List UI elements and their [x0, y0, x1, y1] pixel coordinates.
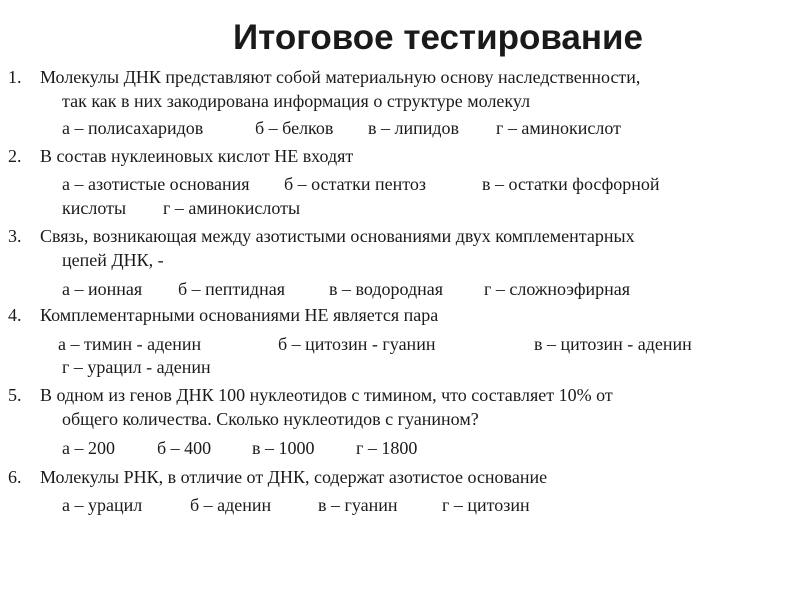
answer-option-v[interactable]: в – цитозин - аденин [534, 334, 692, 354]
answer-option-b[interactable]: б – остатки пентоз [284, 174, 426, 194]
answer-option-v[interactable]: в – гуанин [318, 495, 398, 515]
answer-option-v[interactable]: в – остатки фосфорной [482, 174, 660, 194]
page-title: Итоговое тестирование [232, 18, 643, 57]
answer-option-g[interactable]: г – аминокислот [496, 118, 622, 138]
question-number: 2. [8, 146, 22, 166]
question-number: 1. [8, 67, 22, 87]
answer-option-b[interactable]: б – 400 [157, 438, 212, 458]
question-number: 4. [8, 305, 22, 325]
question-text: Молекулы ДНК представляют собой материальную основу наследственности, [40, 67, 641, 87]
question-text-continued: общего количества. Сколько нуклеотидов с гуанином? [62, 409, 479, 429]
answer-option-g[interactable]: г – цитозин [442, 495, 530, 515]
answer-option-g[interactable]: г – урацил - аденин [62, 357, 211, 377]
question-text: В состав нуклеиновых кислот НЕ входят [40, 146, 354, 166]
answer-option-v[interactable]: в – липидов [368, 118, 460, 138]
answer-option-b[interactable]: б – аденин [190, 495, 272, 515]
answer-option-a[interactable]: а – тимин - аденин [58, 334, 202, 354]
question-text: В одном из генов ДНК 100 нуклеотидов с тимином, что составляет 10% от [40, 385, 613, 405]
question-text: Молекулы РНК, в отличие от ДНК, содержат азотистое основание [40, 467, 548, 487]
question-text: Связь, возникающая между азотистыми основаниями двух комплементарных [40, 226, 635, 246]
question-text: Комплементарными основаниями НЕ является пара [40, 305, 439, 325]
answer-option-g[interactable]: г – сложноэфирная [484, 279, 631, 299]
answer-option-a[interactable]: а – ионная [62, 279, 143, 299]
answer-option-b[interactable]: б – белков [255, 118, 334, 138]
answer-option-a[interactable]: а – азотистые основания [62, 174, 250, 194]
answer-option-g[interactable]: г – аминокислоты [163, 198, 301, 218]
answer-option-a[interactable]: а – полисахаридов [62, 118, 204, 138]
answer-option-b[interactable]: б – пептидная [178, 279, 285, 299]
question-number: 3. [8, 226, 22, 246]
answer-option-a[interactable]: а – 200 [62, 438, 115, 458]
question-text-continued: так как в них закодирована информация о структуре молекул [62, 91, 531, 111]
answer-option-v-continued: кислоты [62, 198, 127, 218]
answer-option-b[interactable]: б – цитозин - гуанин [278, 334, 436, 354]
answer-option-v[interactable]: в – 1000 [252, 438, 315, 458]
answer-option-g[interactable]: г – 1800 [356, 438, 418, 458]
question-number: 5. [8, 385, 22, 405]
answer-option-a[interactable]: а – урацил [62, 495, 143, 515]
question-text-continued: цепей ДНК, - [62, 250, 164, 270]
question-number: 6. [8, 467, 22, 487]
answer-option-v[interactable]: в – водородная [329, 279, 444, 299]
